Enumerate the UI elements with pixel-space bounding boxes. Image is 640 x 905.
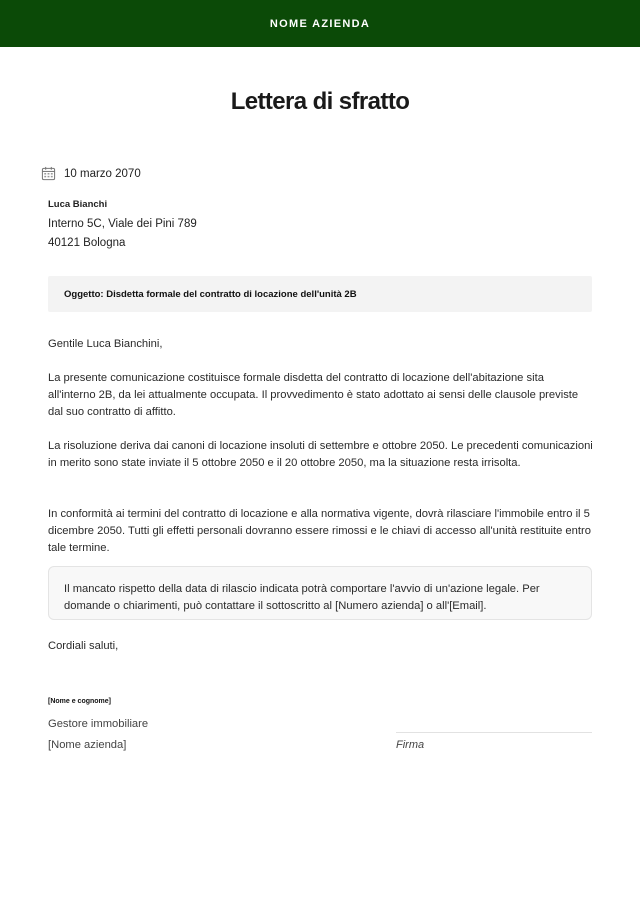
signature-line — [396, 732, 592, 733]
subject-text: Oggetto: Disdetta formale del contratto di locazione dell'unità 2B — [64, 288, 357, 300]
signer-company: [Nome azienda] — [48, 739, 127, 751]
recipient-block — [48, 198, 197, 253]
signature-label: Firma — [396, 739, 425, 751]
legal-notice-text: Il mancato rispetto della data di rilascio indicata potrà comportare l'avvio di un'azione legale. Per domande o chiarimenti, può contattare il sottoscritto al [Numero azienda] o all'[Email]. — [64, 583, 540, 612]
recipient-address-line1: Interno 5C, Viale dei Pini 789 — [48, 218, 197, 230]
recipient-name: Luca Bianchi — [48, 199, 108, 210]
body-paragraph-3: In conformità ai termini del contratto di locazione e alla normativa vigente, dovrà rilasciare l'immobile entro il 5 dicembre 2050. Tutti gli effetti personali dovranno essere rimossi e le chiavi di accesso all'unità restituite entro tale termine. — [48, 508, 591, 554]
body-paragraph-2: La risoluzione deriva dai canoni di locazione insoluti di settembre e ottobre 2050. Le precedenti comunicazioni in merito sono state inviate il 5 ottobre 2050 e il 20 ottobre 2050, ma la situazione resta irrisolta. — [48, 440, 593, 469]
calendar-icon — [41, 166, 56, 181]
signer-role: Gestore immobiliare — [48, 718, 149, 730]
letter-title: Lettera di sfratto — [230, 88, 410, 115]
subject-box — [48, 276, 592, 312]
company-header-bar — [0, 0, 640, 47]
signer-name-placeholder: [Nome e cognome] — [48, 698, 112, 705]
greeting: Gentile Luca Bianchini, — [48, 338, 163, 350]
date-row — [41, 166, 141, 181]
recipient-address-line2: 40121 Bologna — [48, 237, 126, 249]
letter-date: 10 marzo 2070 — [64, 167, 141, 180]
legal-notice-box — [48, 566, 592, 620]
body-paragraph-1: La presente comunicazione costituisce formale disdetta del contratto di locazione dell'abitazione sita all'interno 2B, da lei attualmente occupata. Il provvedimento è stato adottato ai sensi delle clausole previste dal suo contratto di affitto. — [48, 372, 579, 418]
company-name: NOME AZIENDA — [269, 17, 371, 30]
closing: Cordiali saluti, — [48, 640, 119, 652]
